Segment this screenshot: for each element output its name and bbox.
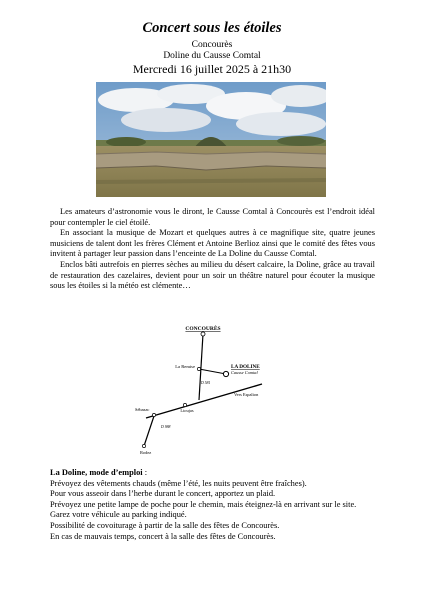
guide-item: Prévoyez une petite lampe de poche pour le chemin, mais éteignez-là en arrivant sur le site. — [50, 499, 357, 509]
sebazac-marker — [152, 413, 155, 416]
map-label-lioujas: Lioujas — [180, 408, 194, 413]
landscape-photo — [96, 82, 326, 197]
map-label-la-doline: LA DOLINE — [231, 364, 260, 370]
guide-item: Possibilité de covoiturage à partir de la salle des fêtes de Concourès. — [50, 520, 280, 530]
guide-item: Pour vous asseoir dans l’herbe durant le concert, apportez un plaid. — [50, 489, 276, 499]
intro-paragraph: Les amateurs d’astronomie vous le diront, le Causse Comtal à Concourès est l’endroit idéal pour contempler le ciel étoilé. — [50, 207, 375, 227]
road-d581 — [199, 334, 203, 400]
guide-item: En cas de mauvais temps, concert à la salle des fêtes de Concourès. — [50, 531, 276, 541]
road-main — [146, 384, 262, 418]
venue-name: Doline du Causse Comtal — [163, 51, 261, 61]
village-name: Concourès — [191, 40, 233, 50]
map-label-d581: D 581 — [201, 381, 211, 385]
intro-paragraph: Enclos bâti autrefois en pierres sèches au milieu du désert calcaire, la Doline, grâce au travail de restauration des cazelaires, devient pour un soir un théâtre naturel pour écouter la musique sous les étoiles si la météo est clémente… — [50, 259, 375, 291]
guide-heading-suffix: : — [142, 468, 148, 477]
la-doline-marker — [223, 371, 228, 376]
guide-heading: La Doline, mode d’emploi — [50, 468, 143, 477]
map-label-d988: D 988 — [161, 425, 171, 429]
access-map — [132, 322, 282, 457]
map-label-concoures: CONCOURÈS — [185, 326, 221, 332]
practical-guide — [50, 468, 380, 542]
intro-paragraph: En associant la musique de Mozart et quelques autres à ce magnifique site, quatre jeunes musiciens de talent dont les frères Clément et Antoine Berlioz ainsi que le comité des fêtes vous invitent à partager leur passion dans l’enceinte de La Doline du Causse Comtal. — [50, 228, 375, 259]
concert-title: Concert sous les étoiles — [142, 20, 282, 36]
map-label-la-remise: La Remise — [175, 364, 195, 369]
landscape-photo-icon — [96, 82, 326, 197]
road-doline — [199, 369, 226, 374]
map-label-sebazac: Sébazac — [135, 407, 150, 412]
concert-date: Mercredi 16 juillet 2025 à 21h30 — [132, 62, 292, 76]
guide-item: Prévoyez des vêtements chauds (même l’été, les nuits peuvent être fraîches). — [50, 478, 307, 488]
map-label-causse-comtal: Causse Comtal — [231, 370, 258, 375]
lioujas-marker — [183, 403, 186, 406]
guide-item: Garez votre véhicule au parking indiqué. — [50, 510, 187, 520]
guide-heading-line — [50, 468, 380, 479]
road-d988 — [144, 416, 154, 446]
rodez-marker — [142, 444, 145, 447]
intro-text — [50, 207, 375, 292]
map-label-vers-espalion: Vers Espalion — [234, 392, 259, 397]
map-label-rodez: Rodez — [140, 450, 152, 455]
concoures-marker — [201, 332, 205, 336]
la-remise-marker — [197, 367, 200, 370]
